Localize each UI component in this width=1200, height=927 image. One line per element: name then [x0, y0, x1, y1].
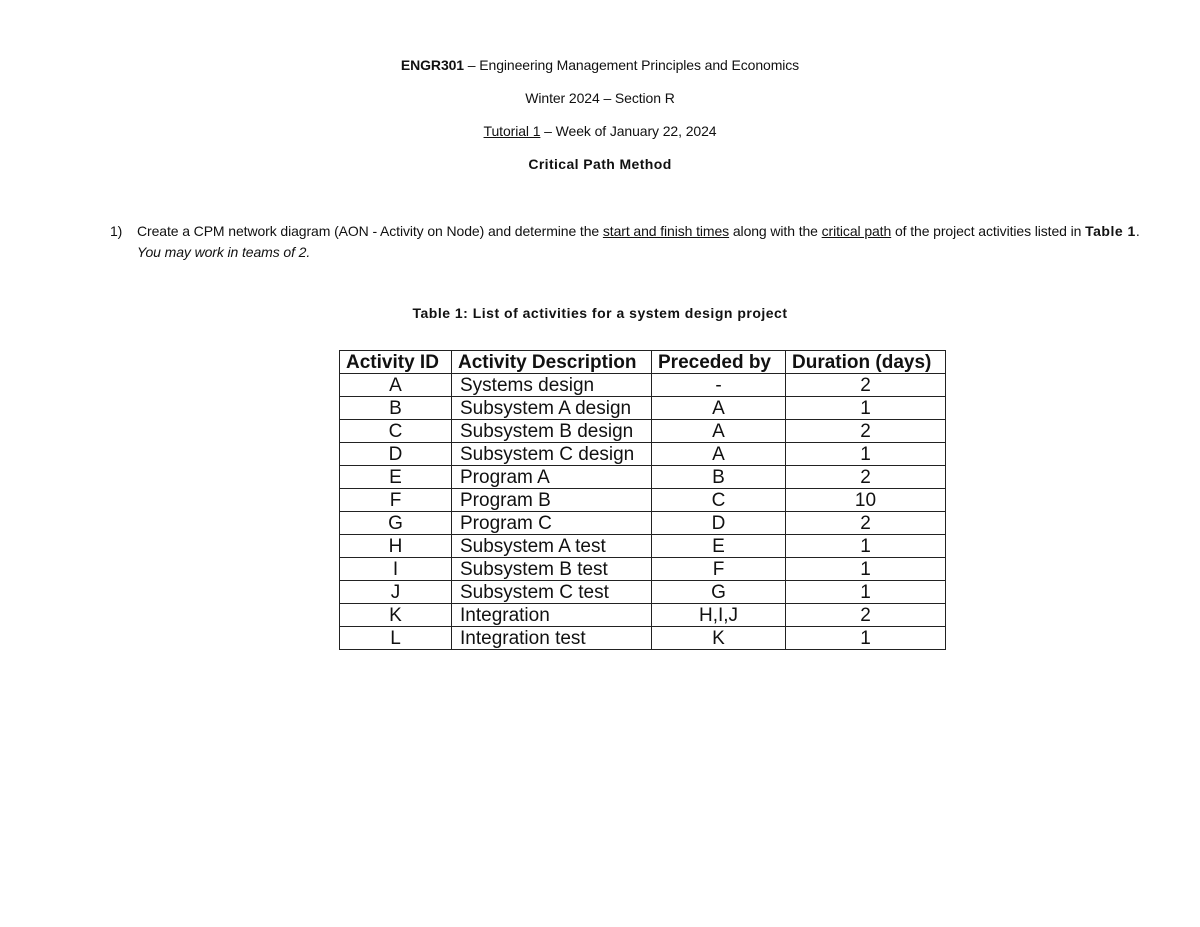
- header-preceded-by: Preceded by: [652, 351, 786, 374]
- table-row: [340, 420, 946, 443]
- activity-id-cell: K: [340, 604, 452, 627]
- tutorial-label: Tutorial 1: [483, 123, 541, 139]
- duration-cell: 2: [786, 466, 946, 489]
- table-row: [340, 535, 946, 558]
- table-row: [340, 443, 946, 466]
- preceded-by-cell: E: [652, 535, 786, 558]
- activity-description-cell: Program A: [452, 466, 652, 489]
- activity-id-cell: F: [340, 489, 452, 512]
- team-note: You may work in teams of 2.: [137, 244, 311, 260]
- start-finish-times-text: start and finish times: [602, 223, 730, 239]
- activity-id-cell: L: [340, 627, 452, 650]
- header-activity-id: Activity ID: [340, 351, 452, 374]
- activity-id-cell: G: [340, 512, 452, 535]
- question-number: 1): [110, 223, 123, 239]
- tutorial-date: – Week of January 22, 2024: [540, 123, 717, 139]
- header-activity-description: Activity Description: [452, 351, 652, 374]
- duration-cell: 1: [786, 397, 946, 420]
- table-row: [340, 558, 946, 581]
- activity-id-cell: A: [340, 374, 452, 397]
- term-line: Winter 2024 – Section R: [525, 90, 675, 106]
- table-body: [340, 374, 946, 650]
- activity-id-cell: I: [340, 558, 452, 581]
- activity-id-cell: E: [340, 466, 452, 489]
- table-caption: Table 1: List of activities for a system design project: [412, 305, 788, 321]
- activities-table: [339, 350, 946, 650]
- table-row: [340, 581, 946, 604]
- question-text: [137, 221, 1160, 263]
- table-row: [340, 512, 946, 535]
- question-text-part: .: [1135, 223, 1140, 239]
- critical-path-text: critical path: [821, 223, 892, 239]
- preceded-by-cell: H,I,J: [652, 604, 786, 627]
- preceded-by-cell: G: [652, 581, 786, 604]
- duration-cell: 2: [786, 512, 946, 535]
- duration-cell: 2: [786, 374, 946, 397]
- activity-id-cell: J: [340, 581, 452, 604]
- table-row: [340, 489, 946, 512]
- preceded-by-cell: A: [652, 397, 786, 420]
- question-text-part: of the project activities listed in: [891, 223, 1086, 239]
- topic-title: Critical Path Method: [528, 156, 672, 172]
- activity-description-cell: Subsystem B test: [452, 558, 652, 581]
- preceded-by-cell: B: [652, 466, 786, 489]
- activity-description-cell: Systems design: [452, 374, 652, 397]
- course-code: ENGR301: [400, 57, 464, 73]
- header-duration: Duration (days): [786, 351, 946, 374]
- activity-id-cell: D: [340, 443, 452, 466]
- table-row: [340, 604, 946, 627]
- table-row: [340, 627, 946, 650]
- duration-cell: 2: [786, 420, 946, 443]
- activity-description-cell: Program C: [452, 512, 652, 535]
- activity-description-cell: Program B: [452, 489, 652, 512]
- preceded-by-cell: -: [652, 374, 786, 397]
- table-row: [340, 374, 946, 397]
- duration-cell: 1: [786, 443, 946, 466]
- activity-description-cell: Integration: [452, 604, 652, 627]
- duration-cell: 1: [786, 581, 946, 604]
- question-text-part: Create a CPM network diagram (AON - Activity on Node) and determine the: [137, 223, 603, 239]
- table-row: [340, 397, 946, 420]
- activity-id-cell: B: [340, 397, 452, 420]
- activity-description-cell: Subsystem C test: [452, 581, 652, 604]
- preceded-by-cell: D: [652, 512, 786, 535]
- duration-cell: 1: [786, 627, 946, 650]
- duration-cell: 10: [786, 489, 946, 512]
- preceded-by-cell: C: [652, 489, 786, 512]
- activity-id-cell: C: [340, 420, 452, 443]
- preceded-by-cell: F: [652, 558, 786, 581]
- preceded-by-cell: A: [652, 443, 786, 466]
- duration-cell: 1: [786, 535, 946, 558]
- question-text-part: along with the: [729, 223, 822, 239]
- preceded-by-cell: K: [652, 627, 786, 650]
- tutorial-line: [0, 122, 1200, 140]
- table-header-row: [340, 351, 946, 374]
- activity-description-cell: Integration test: [452, 627, 652, 650]
- table-reference: Table 1: [1085, 223, 1136, 239]
- preceded-by-cell: A: [652, 420, 786, 443]
- activity-description-cell: Subsystem B design: [452, 420, 652, 443]
- table-row: [340, 466, 946, 489]
- activity-description-cell: Subsystem A design: [452, 397, 652, 420]
- course-heading: [0, 56, 1200, 74]
- activity-id-cell: H: [340, 535, 452, 558]
- duration-cell: 1: [786, 558, 946, 581]
- course-title: – Engineering Management Principles and Economics: [464, 57, 800, 73]
- activity-description-cell: Subsystem A test: [452, 535, 652, 558]
- activity-description-cell: Subsystem C design: [452, 443, 652, 466]
- duration-cell: 2: [786, 604, 946, 627]
